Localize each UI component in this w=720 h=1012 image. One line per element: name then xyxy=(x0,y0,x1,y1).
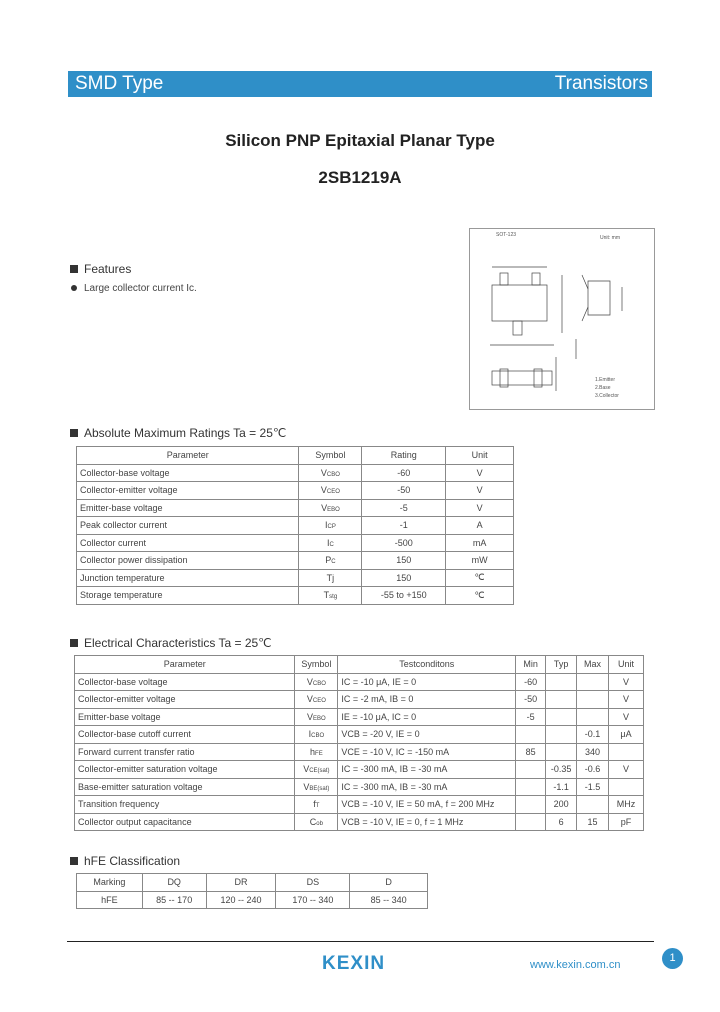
max-cell: 15 xyxy=(577,813,609,831)
bullet-square-icon xyxy=(70,265,78,273)
typ-cell xyxy=(546,726,577,744)
unit-cell: V xyxy=(609,708,644,726)
max-cell: 340 xyxy=(577,743,609,761)
rating-cell: -5 xyxy=(362,499,446,517)
unit-cell xyxy=(609,743,644,761)
param-cell: Collector-base cutoff current xyxy=(75,726,295,744)
table-row xyxy=(77,517,514,535)
symbol-cell: hFE xyxy=(295,743,338,761)
col-header: Symbol xyxy=(299,447,362,465)
table-row xyxy=(75,813,644,831)
table-row xyxy=(75,761,644,779)
package-unit: Unit: mm xyxy=(600,235,620,241)
max-cell xyxy=(577,673,609,691)
cond-cell: VCE = -10 V, IC = -150 mA xyxy=(338,743,516,761)
cond-cell: VCB = -10 V, IE = 50 mA, f = 200 MHz xyxy=(338,796,516,814)
min-cell: 85 xyxy=(516,743,546,761)
pin-3: 3.Collector xyxy=(595,393,619,399)
unit-cell: V xyxy=(446,464,514,482)
package-name: SOT-123 xyxy=(496,232,517,238)
cond-cell: VCB = -10 V, IE = 0, f = 1 MHz xyxy=(338,813,516,831)
hfe-heading: hFE Classification xyxy=(70,854,180,868)
col-header: Typ xyxy=(546,656,577,674)
unit-cell: ℃ xyxy=(446,587,514,605)
rating-cell: 150 xyxy=(362,552,446,570)
max-cell xyxy=(577,708,609,726)
hfe-marking: DS xyxy=(276,874,350,892)
col-header: Symbol xyxy=(295,656,338,674)
bullet-square-icon xyxy=(70,429,78,437)
min-cell xyxy=(516,778,546,796)
table-row xyxy=(77,569,514,587)
unit-cell: ℃ xyxy=(446,569,514,587)
part-number: 2SB1219A xyxy=(318,168,402,187)
pin-2: 2.Base xyxy=(595,385,611,391)
col-header: Parameter xyxy=(75,656,295,674)
header-banner xyxy=(68,71,652,97)
min-cell xyxy=(516,796,546,814)
unit-cell: μA xyxy=(609,726,644,744)
min-cell xyxy=(516,813,546,831)
table-row xyxy=(77,464,514,482)
table-row xyxy=(75,673,644,691)
hfe-marking: DQ xyxy=(142,874,206,892)
col-header: Max xyxy=(577,656,609,674)
symbol-cell: VCEO xyxy=(299,482,362,500)
rating-cell: -1 xyxy=(362,517,446,535)
footer-divider xyxy=(67,941,654,942)
header-right: Transistors xyxy=(554,73,648,94)
hfe-range: 120 -- 240 xyxy=(206,891,276,909)
hfe-label: Marking xyxy=(77,874,143,892)
symbol-cell: Tstg xyxy=(299,587,362,605)
hfe-marking: DR xyxy=(206,874,276,892)
table-row xyxy=(75,708,644,726)
rating-cell: -500 xyxy=(362,534,446,552)
unit-cell: MHz xyxy=(609,796,644,814)
rating-cell: -55 to +150 xyxy=(362,587,446,605)
typ-cell xyxy=(546,708,577,726)
table-header-row xyxy=(75,656,644,674)
package-outline-drawing xyxy=(469,228,655,410)
hfe-range: 85 -- 340 xyxy=(350,891,428,909)
col-header: Testconditons xyxy=(338,656,516,674)
table-row xyxy=(75,743,644,761)
param-cell: Collector-base voltage xyxy=(77,464,299,482)
unit-cell: V xyxy=(609,761,644,779)
table-row xyxy=(75,726,644,744)
abs-max-heading: Absolute Maximum Ratings Ta = 25℃ xyxy=(70,426,286,440)
symbol-cell: PC xyxy=(299,552,362,570)
elec-table xyxy=(74,655,644,831)
min-cell: -50 xyxy=(516,691,546,709)
package-svg xyxy=(470,229,654,409)
unit-cell: A xyxy=(446,517,514,535)
bullet-dot-icon xyxy=(71,285,77,291)
symbol-cell: Tj xyxy=(299,569,362,587)
table-row xyxy=(75,778,644,796)
param-cell: Collector-base voltage xyxy=(75,673,295,691)
symbol-cell: ICBO xyxy=(295,726,338,744)
kexin-logo: KEXIN xyxy=(322,953,386,974)
unit-cell: V xyxy=(609,673,644,691)
elec-heading: Electrical Characteristics Ta = 25℃ xyxy=(70,636,272,650)
param-cell: Collector-emitter voltage xyxy=(77,482,299,500)
min-cell xyxy=(516,726,546,744)
table-row xyxy=(77,534,514,552)
unit-cell: mA xyxy=(446,534,514,552)
param-cell: Base-emitter saturation voltage xyxy=(75,778,295,796)
bullet-square-icon xyxy=(70,857,78,865)
param-cell: Collector output capacitance xyxy=(75,813,295,831)
unit-cell: pF xyxy=(609,813,644,831)
typ-cell: -0.35 xyxy=(546,761,577,779)
symbol-cell: VCE(sat) xyxy=(295,761,338,779)
col-header: Parameter xyxy=(77,447,299,465)
rating-cell: -50 xyxy=(362,482,446,500)
unit-cell: V xyxy=(446,482,514,500)
doc-title: Silicon PNP Epitaxial Planar Type xyxy=(225,131,495,150)
param-cell: Storage temperature xyxy=(77,587,299,605)
min-cell xyxy=(516,761,546,779)
typ-cell: 6 xyxy=(546,813,577,831)
rating-cell: -60 xyxy=(362,464,446,482)
hfe-table xyxy=(76,873,428,909)
min-cell: -60 xyxy=(516,673,546,691)
cond-cell: IC = -300 mA, IB = -30 mA xyxy=(338,778,516,796)
col-header: Unit xyxy=(609,656,644,674)
param-cell: Emitter-base voltage xyxy=(77,499,299,517)
param-cell: Junction temperature xyxy=(77,569,299,587)
unit-cell: V xyxy=(609,691,644,709)
param-cell: Emitter-base voltage xyxy=(75,708,295,726)
unit-cell xyxy=(609,778,644,796)
table-row xyxy=(77,482,514,500)
typ-cell: 200 xyxy=(546,796,577,814)
cond-cell: IE = -10 μA, IC = 0 xyxy=(338,708,516,726)
param-cell: Collector-emitter saturation voltage xyxy=(75,761,295,779)
symbol-cell: VEBO xyxy=(299,499,362,517)
table-row xyxy=(77,552,514,570)
cond-cell: IC = -10 μA, IE = 0 xyxy=(338,673,516,691)
table-row xyxy=(77,499,514,517)
pin-1: 1.Emitter xyxy=(595,377,616,383)
col-header: Min xyxy=(516,656,546,674)
cond-cell: VCB = -20 V, IE = 0 xyxy=(338,726,516,744)
param-cell: Collector-emitter voltage xyxy=(75,691,295,709)
unit-cell: V xyxy=(446,499,514,517)
typ-cell xyxy=(546,743,577,761)
hfe-marking: D xyxy=(350,874,428,892)
symbol-cell: VCBO xyxy=(295,673,338,691)
bullet-square-icon xyxy=(70,639,78,647)
symbol-cell: VCEO xyxy=(295,691,338,709)
hfe-marking-row xyxy=(77,874,428,892)
param-cell: Peak collector current xyxy=(77,517,299,535)
feature-item: Large collector current Ic. xyxy=(71,283,197,294)
col-header: Rating xyxy=(362,447,446,465)
table-row xyxy=(77,587,514,605)
typ-cell xyxy=(546,691,577,709)
param-cell: Collector current xyxy=(77,534,299,552)
symbol-cell: VBE(sat) xyxy=(295,778,338,796)
max-cell xyxy=(577,691,609,709)
symbol-cell: fT xyxy=(295,796,338,814)
col-header: Unit xyxy=(446,447,514,465)
hfe-range-row xyxy=(77,891,428,909)
max-cell xyxy=(577,796,609,814)
abs-max-table xyxy=(76,446,514,605)
rating-cell: 150 xyxy=(362,569,446,587)
table-row xyxy=(75,796,644,814)
symbol-cell: Cob xyxy=(295,813,338,831)
min-cell: -5 xyxy=(516,708,546,726)
symbol-cell: IC xyxy=(299,534,362,552)
table-row xyxy=(75,691,644,709)
max-cell: -1.5 xyxy=(577,778,609,796)
header-left: SMD Type xyxy=(75,73,164,94)
param-cell: Forward current transfer ratio xyxy=(75,743,295,761)
unit-cell: mW xyxy=(446,552,514,570)
max-cell: -0.6 xyxy=(577,761,609,779)
typ-cell xyxy=(546,673,577,691)
param-cell: Transition frequency xyxy=(75,796,295,814)
max-cell: -0.1 xyxy=(577,726,609,744)
hfe-label: hFE xyxy=(77,891,143,909)
symbol-cell: ICP xyxy=(299,517,362,535)
symbol-cell: VCBO xyxy=(299,464,362,482)
cond-cell: IC = -2 mA, IB = 0 xyxy=(338,691,516,709)
hfe-range: 170 -- 340 xyxy=(276,891,350,909)
table-header-row xyxy=(77,447,514,465)
cond-cell: IC = -300 mA, IB = -30 mA xyxy=(338,761,516,779)
symbol-cell: VEBO xyxy=(295,708,338,726)
typ-cell: -1.1 xyxy=(546,778,577,796)
page-number: 1 xyxy=(662,948,683,969)
website-link[interactable]: www.kexin.com.cn xyxy=(530,959,621,971)
features-heading: Features xyxy=(70,262,131,276)
hfe-range: 85 -- 170 xyxy=(142,891,206,909)
param-cell: Collector power dissipation xyxy=(77,552,299,570)
